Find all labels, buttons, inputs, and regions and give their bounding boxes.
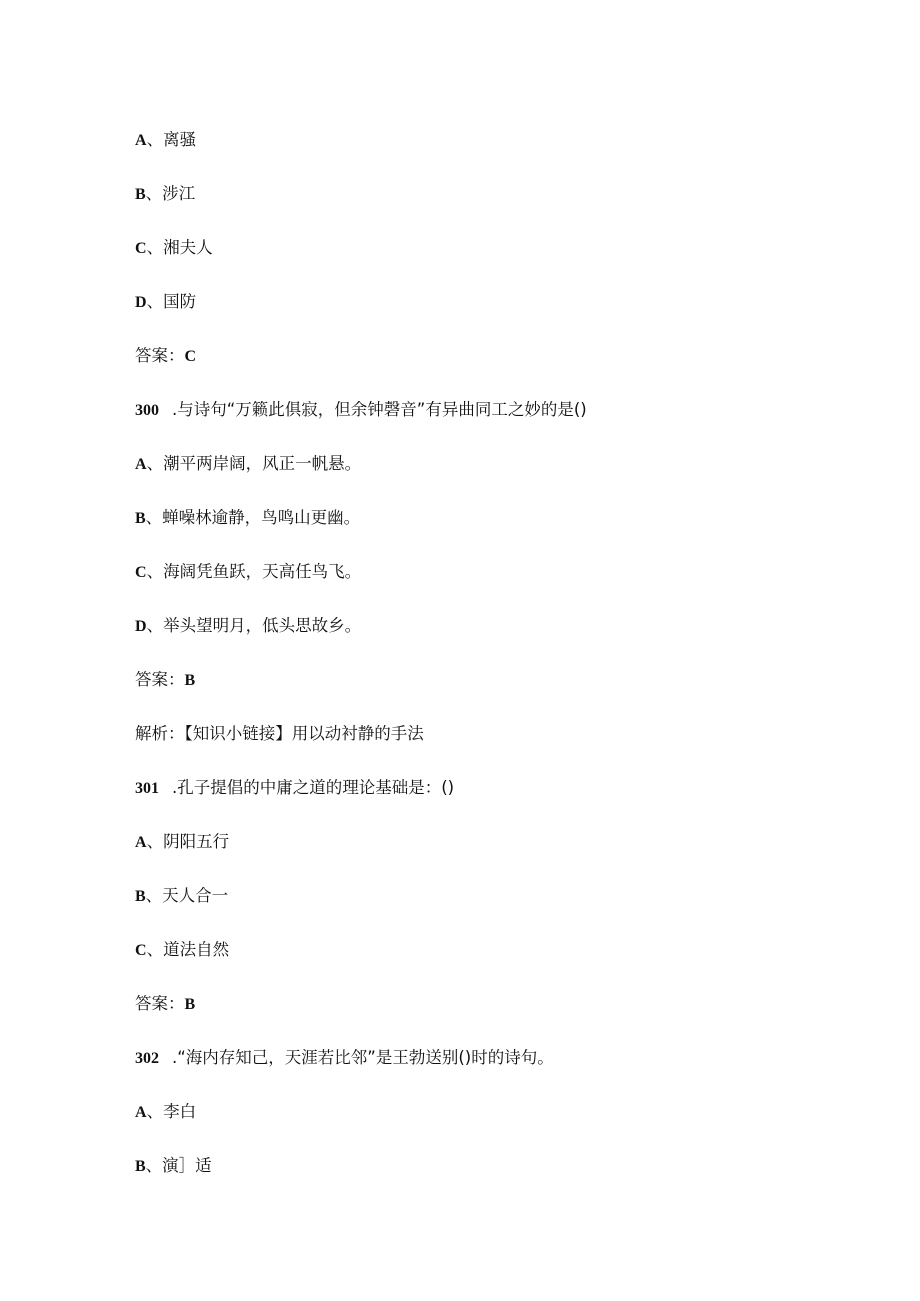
option-text: 举头望明月，低头思故乡。 <box>163 616 362 635</box>
answer-label: 答案： <box>135 670 185 689</box>
option-separator: 、 <box>145 508 163 527</box>
analysis-text: 解析：【知识小链接】用以动衬静的手法 <box>135 724 424 743</box>
question-number: 301 <box>135 780 159 797</box>
option-text: 国防 <box>163 292 197 311</box>
option-separator: 、 <box>145 184 163 203</box>
option-b <box>135 1154 212 1178</box>
option-separator: 、 <box>146 832 164 851</box>
question-number: 302 <box>135 1050 159 1067</box>
option-text: 离骚 <box>163 130 197 149</box>
question-text: .孔子提倡的中庸之道的理论基础是：() <box>172 778 455 797</box>
option-letter: C <box>135 942 147 959</box>
option-separator: 、 <box>146 940 164 959</box>
option-b <box>135 884 228 908</box>
answer-line <box>135 992 195 1016</box>
option-letter: B <box>135 888 146 905</box>
option-c <box>135 938 229 962</box>
option-text: 李白 <box>163 1102 197 1121</box>
option-separator: 、 <box>146 562 164 581</box>
option-letter: D <box>135 618 147 635</box>
question-301 <box>135 776 454 800</box>
option-b <box>135 182 195 206</box>
option-text: 湘夫人 <box>163 238 213 257</box>
question-text: .“海内存知己，天涯若比邻”是王勃送别()时的诗句。 <box>172 1048 554 1067</box>
option-separator: 、 <box>146 454 164 473</box>
option-text: 蝉噪林逾静，鸟鸣山更幽。 <box>162 508 361 527</box>
option-letter: B <box>135 1158 146 1175</box>
option-d <box>135 614 361 638</box>
option-text: 潮平两岸阔，风正一帆悬。 <box>163 454 362 473</box>
option-text: 道法自然 <box>163 940 230 959</box>
option-text: 天人合一 <box>162 886 229 905</box>
answer-label: 答案： <box>135 994 185 1013</box>
option-text: 涉江 <box>162 184 196 203</box>
answer-value: B <box>184 672 196 689</box>
option-letter: B <box>135 510 146 527</box>
analysis-line <box>135 722 424 746</box>
option-letter: B <box>135 186 146 203</box>
option-text: 演］适 <box>162 1156 212 1175</box>
option-separator: 、 <box>146 238 164 257</box>
answer-line <box>135 668 195 692</box>
option-letter: A <box>135 132 147 149</box>
option-separator: 、 <box>146 130 164 149</box>
option-b <box>135 506 360 530</box>
option-separator: 、 <box>145 886 163 905</box>
answer-label: 答案： <box>135 346 185 365</box>
option-letter: A <box>135 1104 147 1121</box>
option-a <box>135 128 196 152</box>
question-302 <box>135 1046 554 1070</box>
option-separator: 、 <box>146 292 164 311</box>
option-a <box>135 452 361 476</box>
answer-line <box>135 344 196 368</box>
answer-value: B <box>184 996 196 1013</box>
question-text: .与诗句“万籁此俱寂，但余钟磬音”有异曲同工之妙的是() <box>172 400 587 419</box>
option-text: 海阔凭鱼跃，天高任鸟飞。 <box>163 562 362 581</box>
option-a <box>135 1100 196 1124</box>
question-300 <box>135 398 587 422</box>
option-c <box>135 236 213 260</box>
option-c <box>135 560 361 584</box>
option-separator: 、 <box>146 616 164 635</box>
option-letter: A <box>135 456 147 473</box>
option-text: 阴阳五行 <box>163 832 230 851</box>
option-letter: C <box>135 564 147 581</box>
option-letter: D <box>135 294 147 311</box>
option-a <box>135 830 229 854</box>
option-d <box>135 290 196 314</box>
answer-value: C <box>184 348 197 365</box>
option-letter: A <box>135 834 147 851</box>
option-letter: C <box>135 240 147 257</box>
question-number: 300 <box>135 402 159 419</box>
option-separator: 、 <box>145 1156 163 1175</box>
option-separator: 、 <box>146 1102 164 1121</box>
